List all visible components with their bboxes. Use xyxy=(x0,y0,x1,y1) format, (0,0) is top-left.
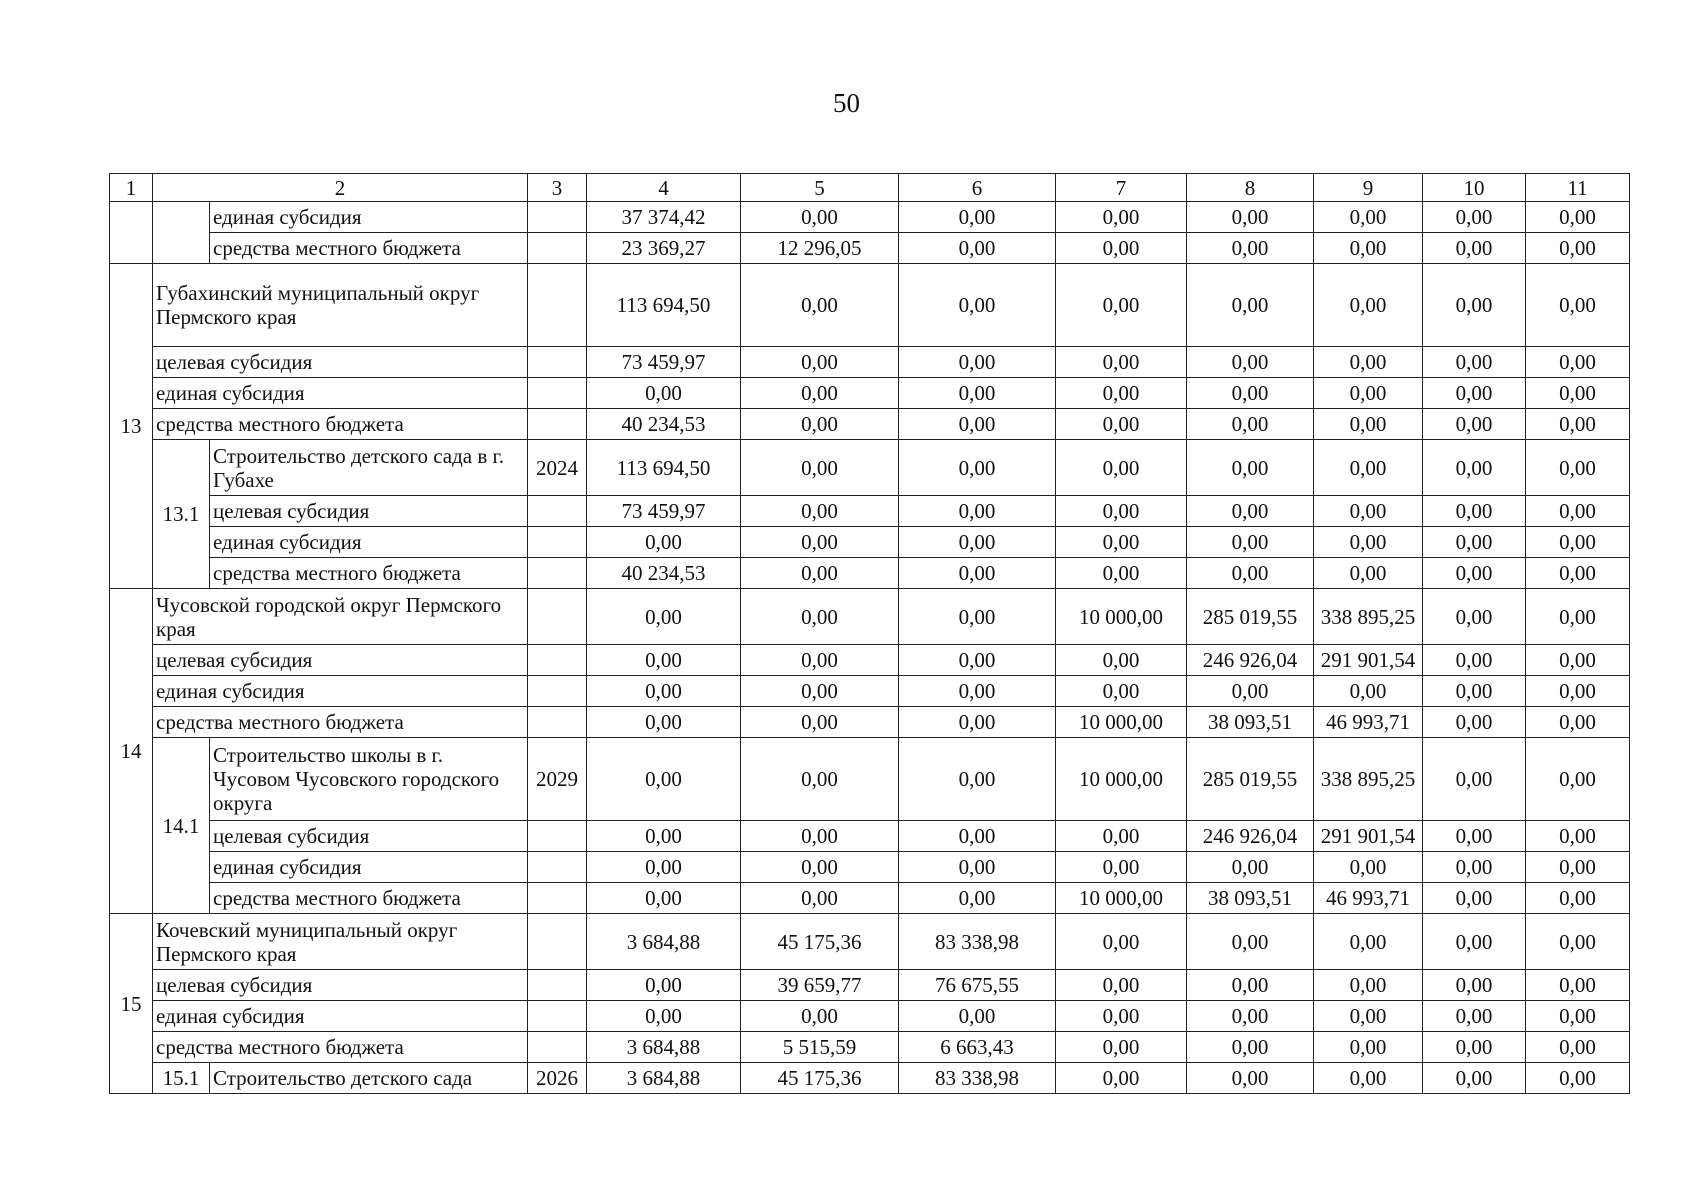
value-cell: 0,00 xyxy=(1187,440,1314,496)
value-cell: 0,00 xyxy=(741,496,899,527)
value-cell: 0,00 xyxy=(1423,440,1526,496)
subgroup-number: 15.1 xyxy=(153,1063,210,1094)
value-cell: 3 684,88 xyxy=(587,914,741,970)
table-row xyxy=(110,202,1630,233)
value-cell: 285 019,55 xyxy=(1187,589,1314,645)
value-cell: 0,00 xyxy=(1526,264,1630,347)
value-cell: 83 338,98 xyxy=(899,1063,1056,1094)
table-row xyxy=(110,1063,1630,1094)
value-cell: 0,00 xyxy=(741,1001,899,1032)
value-cell: 0,00 xyxy=(1056,527,1187,558)
value-cell: 10 000,00 xyxy=(1056,883,1187,914)
project-name: Строительство детского сада xyxy=(210,1063,528,1094)
value-cell: 0,00 xyxy=(1314,202,1423,233)
value-cell: 0,00 xyxy=(741,645,899,676)
value-cell: 0,00 xyxy=(1187,852,1314,883)
column-header: 7 xyxy=(1056,174,1187,202)
year-cell xyxy=(528,852,587,883)
value-cell: 0,00 xyxy=(1314,676,1423,707)
row-label: целевая субсидия xyxy=(153,970,528,1001)
year-cell xyxy=(528,558,587,589)
value-cell: 0,00 xyxy=(741,558,899,589)
value-cell: 0,00 xyxy=(1314,1032,1423,1063)
value-cell: 0,00 xyxy=(1423,1063,1526,1094)
value-cell: 0,00 xyxy=(1314,1063,1423,1094)
row-label: единая субсидия xyxy=(153,1001,528,1032)
value-cell: 0,00 xyxy=(1187,1063,1314,1094)
value-cell: 0,00 xyxy=(741,264,899,347)
value-cell: 285 019,55 xyxy=(1187,738,1314,821)
row-label: целевая субсидия xyxy=(210,496,528,527)
value-cell: 0,00 xyxy=(1056,440,1187,496)
value-cell: 113 694,50 xyxy=(587,264,741,347)
value-cell: 0,00 xyxy=(899,527,1056,558)
table-row xyxy=(110,883,1630,914)
value-cell: 0,00 xyxy=(1423,821,1526,852)
year-cell xyxy=(528,914,587,970)
value-cell: 0,00 xyxy=(1056,970,1187,1001)
value-cell: 0,00 xyxy=(1056,264,1187,347)
row-label: средства местного бюджета xyxy=(210,883,528,914)
value-cell: 0,00 xyxy=(1314,527,1423,558)
column-header: 1 xyxy=(110,174,153,202)
value-cell: 0,00 xyxy=(1423,233,1526,264)
value-cell: 0,00 xyxy=(741,707,899,738)
row-label: средства местного бюджета xyxy=(153,707,528,738)
value-cell: 0,00 xyxy=(1423,264,1526,347)
value-cell: 0,00 xyxy=(899,883,1056,914)
year-cell xyxy=(528,707,587,738)
table-row xyxy=(110,738,1630,821)
year-cell xyxy=(528,378,587,409)
row-label: целевая субсидия xyxy=(210,821,528,852)
value-cell: 10 000,00 xyxy=(1056,707,1187,738)
value-cell: 0,00 xyxy=(1314,970,1423,1001)
value-cell: 23 369,27 xyxy=(587,233,741,264)
value-cell: 0,00 xyxy=(1526,914,1630,970)
value-cell: 0,00 xyxy=(1526,1032,1630,1063)
value-cell: 0,00 xyxy=(899,852,1056,883)
row-label: единая субсидия xyxy=(153,676,528,707)
value-cell: 0,00 xyxy=(587,1001,741,1032)
value-cell: 46 993,71 xyxy=(1314,707,1423,738)
year-cell xyxy=(528,347,587,378)
value-cell: 76 675,55 xyxy=(899,970,1056,1001)
value-cell: 83 338,98 xyxy=(899,914,1056,970)
value-cell: 0,00 xyxy=(587,821,741,852)
value-cell: 3 684,88 xyxy=(587,1063,741,1094)
value-cell: 0,00 xyxy=(1056,645,1187,676)
value-cell: 0,00 xyxy=(1526,202,1630,233)
row-label: единая субсидия xyxy=(210,202,528,233)
value-cell: 0,00 xyxy=(1423,645,1526,676)
table-row xyxy=(110,589,1630,645)
value-cell: 0,00 xyxy=(1187,1032,1314,1063)
value-cell: 338 895,25 xyxy=(1314,589,1423,645)
value-cell: 0,00 xyxy=(1056,347,1187,378)
row-label: целевая субсидия xyxy=(153,347,528,378)
value-cell: 0,00 xyxy=(1314,1001,1423,1032)
table-row xyxy=(110,1032,1630,1063)
value-cell: 0,00 xyxy=(1314,496,1423,527)
municipality-name: Кочевский муниципальный округ Пермского края xyxy=(153,914,528,970)
table-row xyxy=(110,527,1630,558)
value-cell: 39 659,77 xyxy=(741,970,899,1001)
value-cell: 0,00 xyxy=(899,496,1056,527)
group-number: 14 xyxy=(110,589,153,914)
value-cell: 246 926,04 xyxy=(1187,645,1314,676)
table-row xyxy=(110,676,1630,707)
value-cell: 0,00 xyxy=(1423,1032,1526,1063)
municipality-name: Губахинский муниципальный округ Пермского края xyxy=(153,264,528,347)
year-cell xyxy=(528,264,587,347)
value-cell: 0,00 xyxy=(1526,883,1630,914)
table-row xyxy=(110,1001,1630,1032)
value-cell: 291 901,54 xyxy=(1314,645,1423,676)
value-cell: 0,00 xyxy=(741,821,899,852)
value-cell: 0,00 xyxy=(1056,852,1187,883)
value-cell: 0,00 xyxy=(1526,852,1630,883)
year-cell xyxy=(528,496,587,527)
value-cell: 6 663,43 xyxy=(899,1032,1056,1063)
table-row xyxy=(110,707,1630,738)
value-cell: 0,00 xyxy=(587,378,741,409)
row-label: средства местного бюджета xyxy=(153,409,528,440)
value-cell: 0,00 xyxy=(899,233,1056,264)
value-cell: 0,00 xyxy=(587,707,741,738)
group-number: 13 xyxy=(110,264,153,589)
table-row xyxy=(110,440,1630,496)
table-row xyxy=(110,264,1630,347)
value-cell: 0,00 xyxy=(1187,496,1314,527)
value-cell: 0,00 xyxy=(587,645,741,676)
row-number-cell xyxy=(110,202,153,264)
year-cell: 2029 xyxy=(528,738,587,821)
value-cell: 0,00 xyxy=(1056,202,1187,233)
value-cell: 0,00 xyxy=(1526,738,1630,821)
value-cell: 0,00 xyxy=(587,883,741,914)
value-cell: 0,00 xyxy=(1423,914,1526,970)
value-cell: 0,00 xyxy=(741,409,899,440)
value-cell: 0,00 xyxy=(1187,1001,1314,1032)
value-cell: 0,00 xyxy=(1056,233,1187,264)
value-cell: 0,00 xyxy=(1056,409,1187,440)
table-row xyxy=(110,347,1630,378)
table-row xyxy=(110,378,1630,409)
value-cell: 0,00 xyxy=(899,558,1056,589)
value-cell: 0,00 xyxy=(1187,970,1314,1001)
column-header: 6 xyxy=(899,174,1056,202)
value-cell: 0,00 xyxy=(1056,378,1187,409)
group-number: 15 xyxy=(110,914,153,1094)
value-cell: 0,00 xyxy=(1526,347,1630,378)
year-cell xyxy=(528,589,587,645)
value-cell: 0,00 xyxy=(1314,264,1423,347)
column-header: 2 xyxy=(153,174,528,202)
value-cell: 0,00 xyxy=(1423,496,1526,527)
value-cell: 0,00 xyxy=(899,676,1056,707)
column-header: 11 xyxy=(1526,174,1630,202)
value-cell: 0,00 xyxy=(741,883,899,914)
value-cell: 0,00 xyxy=(1056,821,1187,852)
value-cell: 0,00 xyxy=(1526,496,1630,527)
value-cell: 40 234,53 xyxy=(587,409,741,440)
row-label: единая субсидия xyxy=(210,527,528,558)
year-cell xyxy=(528,1001,587,1032)
year-cell xyxy=(528,202,587,233)
subgroup-number: 13.1 xyxy=(153,440,210,589)
value-cell: 0,00 xyxy=(1526,558,1630,589)
value-cell: 0,00 xyxy=(1187,409,1314,440)
value-cell: 0,00 xyxy=(1423,676,1526,707)
value-cell: 0,00 xyxy=(1056,496,1187,527)
row-label: средства местного бюджета xyxy=(153,1032,528,1063)
value-cell: 38 093,51 xyxy=(1187,707,1314,738)
sub-number-cell xyxy=(153,202,210,264)
value-cell: 0,00 xyxy=(587,527,741,558)
value-cell: 0,00 xyxy=(899,440,1056,496)
table-row xyxy=(110,233,1630,264)
row-label: средства местного бюджета xyxy=(210,233,528,264)
value-cell: 0,00 xyxy=(741,852,899,883)
value-cell: 0,00 xyxy=(741,347,899,378)
value-cell: 0,00 xyxy=(1056,676,1187,707)
value-cell: 0,00 xyxy=(741,527,899,558)
value-cell: 73 459,97 xyxy=(587,347,741,378)
value-cell: 73 459,97 xyxy=(587,496,741,527)
row-label: средства местного бюджета xyxy=(210,558,528,589)
value-cell: 0,00 xyxy=(899,347,1056,378)
value-cell: 0,00 xyxy=(1314,347,1423,378)
year-cell: 2026 xyxy=(528,1063,587,1094)
subgroup-number: 14.1 xyxy=(153,738,210,914)
value-cell: 0,00 xyxy=(1423,852,1526,883)
value-cell: 0,00 xyxy=(1526,378,1630,409)
value-cell: 0,00 xyxy=(1056,1001,1187,1032)
value-cell: 0,00 xyxy=(741,676,899,707)
value-cell: 0,00 xyxy=(587,852,741,883)
value-cell: 0,00 xyxy=(1423,738,1526,821)
value-cell: 5 515,59 xyxy=(741,1032,899,1063)
value-cell: 37 374,42 xyxy=(587,202,741,233)
table-row xyxy=(110,970,1630,1001)
value-cell: 0,00 xyxy=(899,378,1056,409)
value-cell: 45 175,36 xyxy=(741,914,899,970)
value-cell: 3 684,88 xyxy=(587,1032,741,1063)
value-cell: 0,00 xyxy=(1056,1063,1187,1094)
value-cell: 0,00 xyxy=(1314,852,1423,883)
value-cell: 0,00 xyxy=(587,589,741,645)
value-cell: 0,00 xyxy=(1423,409,1526,440)
value-cell: 46 993,71 xyxy=(1314,883,1423,914)
value-cell: 40 234,53 xyxy=(587,558,741,589)
page-number: 50 xyxy=(833,88,860,118)
header-row xyxy=(110,174,1630,202)
year-cell xyxy=(528,527,587,558)
value-cell: 0,00 xyxy=(1526,821,1630,852)
column-header: 9 xyxy=(1314,174,1423,202)
value-cell: 0,00 xyxy=(741,378,899,409)
year-cell xyxy=(528,645,587,676)
year-cell xyxy=(528,883,587,914)
value-cell: 38 093,51 xyxy=(1187,883,1314,914)
value-cell: 0,00 xyxy=(587,970,741,1001)
value-cell: 0,00 xyxy=(1056,558,1187,589)
value-cell: 0,00 xyxy=(1526,527,1630,558)
value-cell: 45 175,36 xyxy=(741,1063,899,1094)
value-cell: 0,00 xyxy=(1314,558,1423,589)
value-cell: 0,00 xyxy=(1187,347,1314,378)
value-cell: 0,00 xyxy=(1526,645,1630,676)
value-cell: 0,00 xyxy=(1423,527,1526,558)
value-cell: 0,00 xyxy=(899,589,1056,645)
value-cell: 0,00 xyxy=(1423,1001,1526,1032)
value-cell: 0,00 xyxy=(1187,264,1314,347)
value-cell: 0,00 xyxy=(1526,707,1630,738)
value-cell: 0,00 xyxy=(741,738,899,821)
year-cell xyxy=(528,233,587,264)
budget-table xyxy=(109,173,1630,1094)
value-cell: 0,00 xyxy=(899,738,1056,821)
year-cell: 2024 xyxy=(528,440,587,496)
value-cell: 0,00 xyxy=(1314,378,1423,409)
row-label: единая субсидия xyxy=(210,852,528,883)
table-row xyxy=(110,852,1630,883)
table-row xyxy=(110,409,1630,440)
value-cell: 0,00 xyxy=(1423,202,1526,233)
value-cell: 0,00 xyxy=(1423,347,1526,378)
value-cell: 0,00 xyxy=(1526,676,1630,707)
value-cell: 0,00 xyxy=(899,264,1056,347)
year-cell xyxy=(528,676,587,707)
value-cell: 0,00 xyxy=(899,202,1056,233)
table-row xyxy=(110,645,1630,676)
column-header: 10 xyxy=(1423,174,1526,202)
table-row xyxy=(110,821,1630,852)
table-row xyxy=(110,496,1630,527)
value-cell: 12 296,05 xyxy=(741,233,899,264)
value-cell: 0,00 xyxy=(1526,589,1630,645)
value-cell: 0,00 xyxy=(899,821,1056,852)
value-cell: 0,00 xyxy=(741,202,899,233)
column-header: 8 xyxy=(1187,174,1314,202)
value-cell: 291 901,54 xyxy=(1314,821,1423,852)
value-cell: 113 694,50 xyxy=(587,440,741,496)
value-cell: 0,00 xyxy=(1314,440,1423,496)
value-cell: 0,00 xyxy=(1526,1001,1630,1032)
value-cell: 0,00 xyxy=(1526,440,1630,496)
value-cell: 0,00 xyxy=(1187,527,1314,558)
value-cell: 0,00 xyxy=(1314,233,1423,264)
value-cell: 338 895,25 xyxy=(1314,738,1423,821)
row-label: целевая субсидия xyxy=(153,645,528,676)
value-cell: 0,00 xyxy=(1187,233,1314,264)
table-row xyxy=(110,914,1630,970)
column-header: 3 xyxy=(528,174,587,202)
value-cell: 0,00 xyxy=(1187,914,1314,970)
value-cell: 0,00 xyxy=(741,440,899,496)
year-cell xyxy=(528,1032,587,1063)
value-cell: 0,00 xyxy=(1423,589,1526,645)
value-cell: 0,00 xyxy=(1423,970,1526,1001)
value-cell: 10 000,00 xyxy=(1056,589,1187,645)
value-cell: 0,00 xyxy=(741,589,899,645)
value-cell: 0,00 xyxy=(1526,233,1630,264)
value-cell: 0,00 xyxy=(1314,914,1423,970)
value-cell: 246 926,04 xyxy=(1187,821,1314,852)
row-label: единая субсидия xyxy=(153,378,528,409)
value-cell: 0,00 xyxy=(1056,914,1187,970)
column-header: 4 xyxy=(587,174,741,202)
value-cell: 0,00 xyxy=(899,707,1056,738)
value-cell: 0,00 xyxy=(1526,409,1630,440)
table-row xyxy=(110,558,1630,589)
value-cell: 0,00 xyxy=(1423,707,1526,738)
value-cell: 0,00 xyxy=(1187,558,1314,589)
year-cell xyxy=(528,821,587,852)
value-cell: 0,00 xyxy=(1423,883,1526,914)
project-name: Строительство школы в г. Чусовом Чусовского городского округа xyxy=(210,738,528,821)
value-cell: 0,00 xyxy=(1526,1063,1630,1094)
value-cell: 0,00 xyxy=(899,409,1056,440)
value-cell: 0,00 xyxy=(1187,676,1314,707)
value-cell: 0,00 xyxy=(1423,378,1526,409)
column-header: 5 xyxy=(741,174,899,202)
value-cell: 0,00 xyxy=(1526,970,1630,1001)
municipality-name: Чусовской городской округ Пермского края xyxy=(153,589,528,645)
value-cell: 0,00 xyxy=(587,738,741,821)
value-cell: 0,00 xyxy=(899,645,1056,676)
year-cell xyxy=(528,409,587,440)
project-name: Строительство детского сада в г. Губахе xyxy=(210,440,528,496)
value-cell: 0,00 xyxy=(587,676,741,707)
value-cell: 0,00 xyxy=(1187,378,1314,409)
value-cell: 0,00 xyxy=(899,1001,1056,1032)
value-cell: 0,00 xyxy=(1056,1032,1187,1063)
value-cell: 0,00 xyxy=(1187,202,1314,233)
value-cell: 0,00 xyxy=(1314,409,1423,440)
value-cell: 0,00 xyxy=(1423,558,1526,589)
value-cell: 10 000,00 xyxy=(1056,738,1187,821)
year-cell xyxy=(528,970,587,1001)
